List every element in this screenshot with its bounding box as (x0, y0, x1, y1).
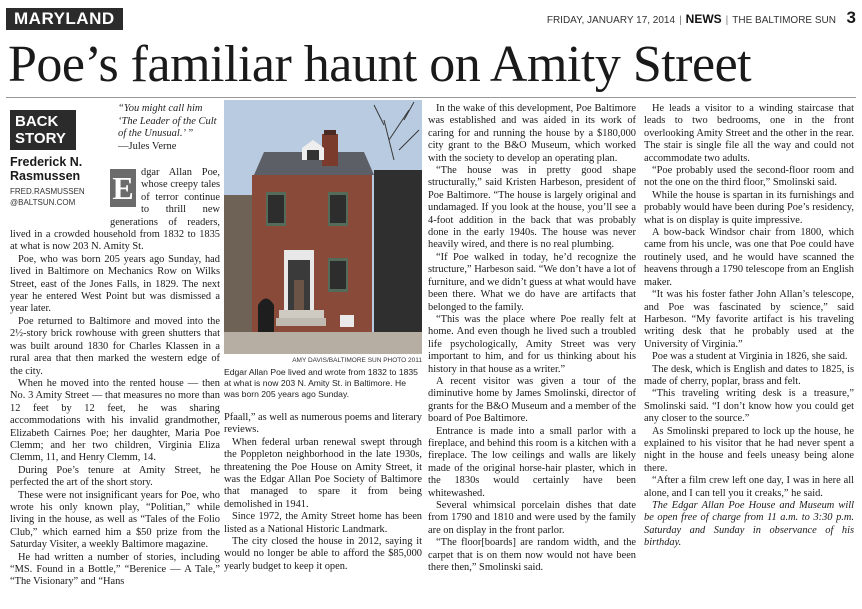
paragraph: “The floor[boards] are random width, and the carpet that is on them now would not have been there then,” Smolinski said. (428, 537, 636, 574)
badge-line-2: STORY (15, 130, 66, 147)
headline-rule (6, 97, 856, 98)
page-number: 3 (846, 8, 856, 27)
article-column-3 (428, 103, 636, 574)
photo-caption: Edgar Allan Poe lived and wrote from 1832 to 1835 at what is now 203 N. Amity St. in Baltimore. He was born 205 years ago Sunday. (224, 367, 418, 399)
paragraph: A bow-back Windsor chair from 1800, which came from his uncle, was one that Poe could have routinely used, and he would have scanned the heavens through a 1790 telescope from an English maker. (644, 227, 854, 288)
paragraph: “It was his foster father John Allan’s telescope, and Poe was fascinated by science,” said Harbeson. “My favorite artifact is his traveling writing desk that he probably used at the University of Virginia.” (644, 289, 854, 350)
section-tag: MARYLAND (6, 8, 123, 30)
paragraph: “Poe probably used the second-floor room and not the one on the third floor,” Smolinski said. (644, 165, 854, 189)
folio-line: FRIDAY, JANUARY 17, 2014 | NEWS | THE BALTIMORE SUN (546, 12, 836, 26)
back-story-badge (10, 110, 76, 150)
paragraph: Entrance is made into a small parlor with a fireplace, and behind this room is a kitchen with a fireplace. The low ceilings and walls are likely made of the original horse-hair plaster, which in the 1830s would certainly have been whitewashed. (428, 425, 636, 499)
photo-credit: AMY DAVIS/BALTIMORE SUN PHOTO 2011 (292, 357, 422, 364)
paragraph: “This was the place where Poe really felt at home. And even though he lived such a troubled life psychologically, Amity Street was very important to him, and for us thinking about his history in that house as a writer.” (428, 313, 636, 375)
email-line-2: @BALTSUN.COM (10, 198, 76, 207)
paragraph: When federal urban renewal swept through the Poppleton neighborhood in the late 1930s, threatening the Poe House on Amity Street, it was the Edgar Allan Poe Society of Baltimore that managed to spare it from being demolished in 1941. (224, 436, 422, 510)
paragraph: Poe returned to Baltimore and moved into the 2½-story brick rowhouse with green shutters that was built around 1830 for Charles Klassen in a rural area that then marked the western edge of the city. (10, 315, 220, 377)
paragraph: “If Poe walked in today, he’d recognize the structure,” Harbeson said. “We don’t have a lot of furniture, and we didn’t guess at what would have been there. What we do have are artifacts that belonged to the family. (428, 251, 636, 313)
byline-name: Frederick N. Rasmussen (10, 155, 83, 183)
paragraph: Several whimsical porcelain dishes that date from 1790 and 1810 and were used by the family are on display in the front parlor. (428, 500, 636, 536)
epigraph-quote: “You might call him ‘The Leader of the Cult of the Unusual.’ ” (118, 103, 217, 139)
headline: Poe’s familiar haunt on Amity Street (8, 36, 752, 93)
epigraph (118, 103, 218, 153)
paragraph: He had written a number of stories, including “MS. Found in a Bottle,” “Berenice — A Tale,” “The Visionary” and “Hans (10, 551, 220, 588)
paragraph: When he moved into the rented house — then No. 3 Amity Street — that measures no more than 12 feet by 12 feet, he was sharing accommodations with his invalid grandmother, Elizabeth Cairnes Poe; her daughter, Maria Poe Clemm; and her two children, Virginia Eliza Clemm, 11, and Henry Clemm, 14. (10, 377, 220, 464)
poe-house-photo (224, 100, 422, 354)
paragraph: The city closed the house in 2012, saying it would no longer be able to afford the $85,000 yearly budget to keep it open. (224, 536, 422, 572)
section-label: NEWS (685, 12, 722, 26)
visitor-info-note: The Edgar Allan Poe House and Museum will be open free of charge from 11 a.m. to 3:30 p.m. Saturday and Sunday in observance of his birthday. (644, 500, 854, 549)
article-column-4 (644, 103, 854, 550)
paragraph: Since 1972, the Amity Street home has been listed as a National Historic Landmark. (224, 511, 422, 535)
paragraph: In the wake of this development, Poe Baltimore was established and was aided in its work of caring for and running the house by a $180,000 city grant to the B&O Museum, which worked with the society to develop an operating plan. (428, 103, 636, 164)
paragraph: Poe, who was born 205 years ago Sunday, had lived in Baltimore on Mechanics Row on Wilks Street, east of the Jones Falls, in 1829. The next year he entered West Point but was dismissed a year later. (10, 253, 220, 315)
paragraph: A recent visitor was given a tour of the diminutive home by James Smolinski, director of grants for the B&O Museum and a member of the board of Poe Baltimore. (428, 375, 636, 425)
paragraph: “This traveling writing desk is a treasure,” Smolinski said. “I don’t know how you could get any closer to the source.” (644, 388, 854, 425)
paper-name: THE BALTIMORE SUN (732, 15, 836, 26)
paragraph: These were not insignificant years for Poe, who wrote his only known play, “Politian,” while living in the house, as well as “Tales of the Folio Club,” which earned him a $50 prize from the Saturday Visiter, a weekly Baltimore magazine. (10, 489, 220, 551)
paragraph: As Smolinski prepared to lock up the house, he explained to his visitor that he had never spent a night in the house and feels uneasy being alone there. (644, 425, 854, 474)
paragraph: E dgar Allan Poe, whose creepy tales of terror continue to thrill new generations of readers, lived in a crowded household from 1832 to 1835 at what is now 203 N. Amity St. (10, 167, 220, 253)
article-column-2 (224, 412, 422, 573)
article-column-1 (10, 167, 220, 589)
rowhouse-illustration (224, 100, 422, 354)
badge-line-1: BACK (15, 113, 59, 130)
masthead (6, 8, 856, 32)
paragraph: Poe was a student at Virginia in 1826, she said. (652, 351, 848, 363)
paragraph: While the house is spartan in its furnishings and probably would have been during Poe’s residency, what is on display is quite impressive. (644, 189, 854, 226)
epigraph-attribution: —Jules Verne (118, 140, 177, 152)
paragraph: Pfaall,” as well as numerous poems and literary reviews. (224, 412, 422, 436)
paragraph: “The house was in pretty good shape structurally,” said Kristen Harbeson, president of Poe Baltimore. “The house is largely original and undamaged. If you look at the house, you’ll see a 4-foot addition in the back that was probably done in the early 1940s. The house was never heavily wired, and there is no real plumbing. (428, 165, 636, 251)
paragraph: He leads a visitor to a winding staircase that leads to two bedrooms, one in the front overlooking Amity Street and the other in the rear. The stair is single file all the way and could not accommodate two adults. (644, 103, 854, 164)
email-line-1: FRED.RASMUSSEN (10, 187, 85, 196)
date: FRIDAY, JANUARY 17, 2014 (546, 15, 676, 26)
drop-cap: E (110, 169, 136, 207)
paragraph: During Poe’s tenure at Amity Street, he perfected the art of the short story. (10, 464, 220, 489)
paragraph: “After a film crew left one day, I was in here all alone, and I can tell you it creaks,” he said. (644, 475, 854, 499)
paragraph: The desk, which is English and dates to 1825, is made of cherry, poplar, brass and felt. (644, 363, 854, 387)
